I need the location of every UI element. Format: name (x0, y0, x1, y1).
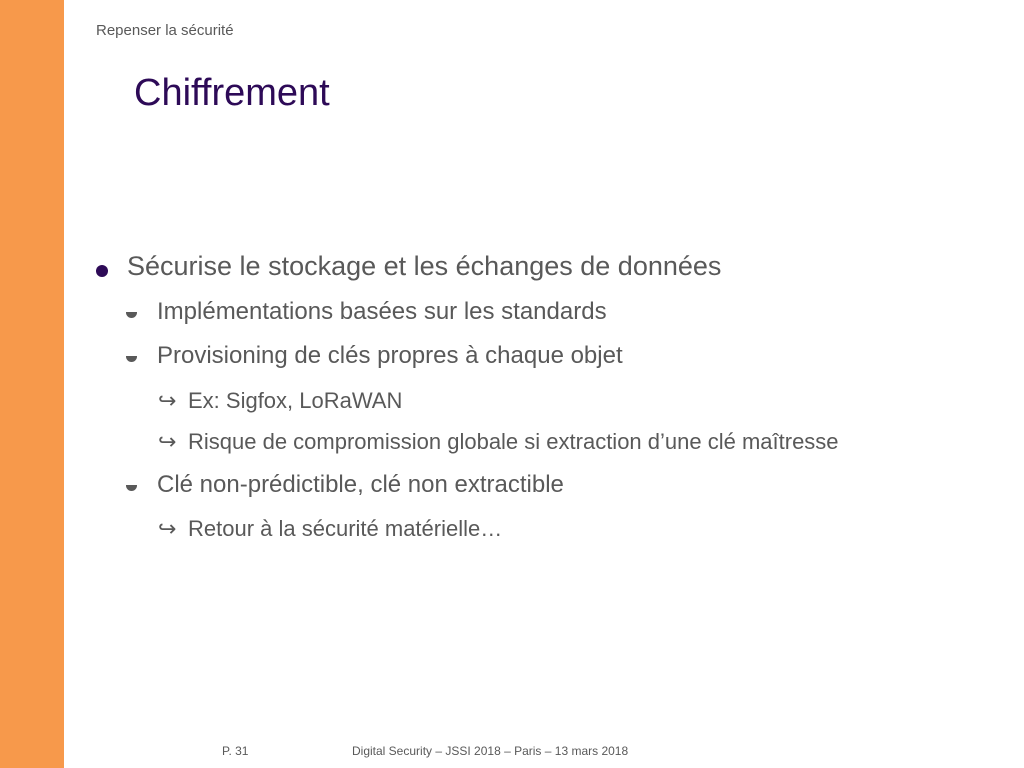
bullet-icon (96, 265, 108, 277)
return-arrow-icon: ↪ (158, 516, 177, 541)
return-arrow-icon: ↪ (158, 429, 177, 454)
bullet-text: Sécurise le stockage et les échanges de données (127, 251, 722, 281)
side-accent-bar (0, 0, 64, 768)
footer-text: Digital Security – JSSI 2018 – Paris – 13 mars 2018 (352, 744, 629, 758)
bullet-text: Ex: Sigfox, LoRaWAN (188, 388, 403, 413)
bullet-icon (126, 354, 137, 362)
breadcrumb: Repenser la sécurité (96, 22, 234, 39)
page-number: P. 31 (222, 744, 249, 758)
bullet-text: Implémentations basées sur les standards (157, 298, 607, 325)
bullet-icon (126, 310, 137, 318)
bullet-text: Provisioning de clés propres à chaque objet (157, 342, 623, 369)
return-arrow-icon: ↪ (158, 388, 177, 413)
bullet-text: Risque de compromission globale si extraction d’une clé maîtresse (188, 429, 839, 454)
slide-title: Chiffrement (134, 72, 330, 114)
bullet-icon (126, 483, 137, 491)
bullet-text: Retour à la sécurité matérielle… (188, 516, 503, 541)
bullet-text: Clé non-prédictible, clé non extractible (157, 471, 564, 498)
